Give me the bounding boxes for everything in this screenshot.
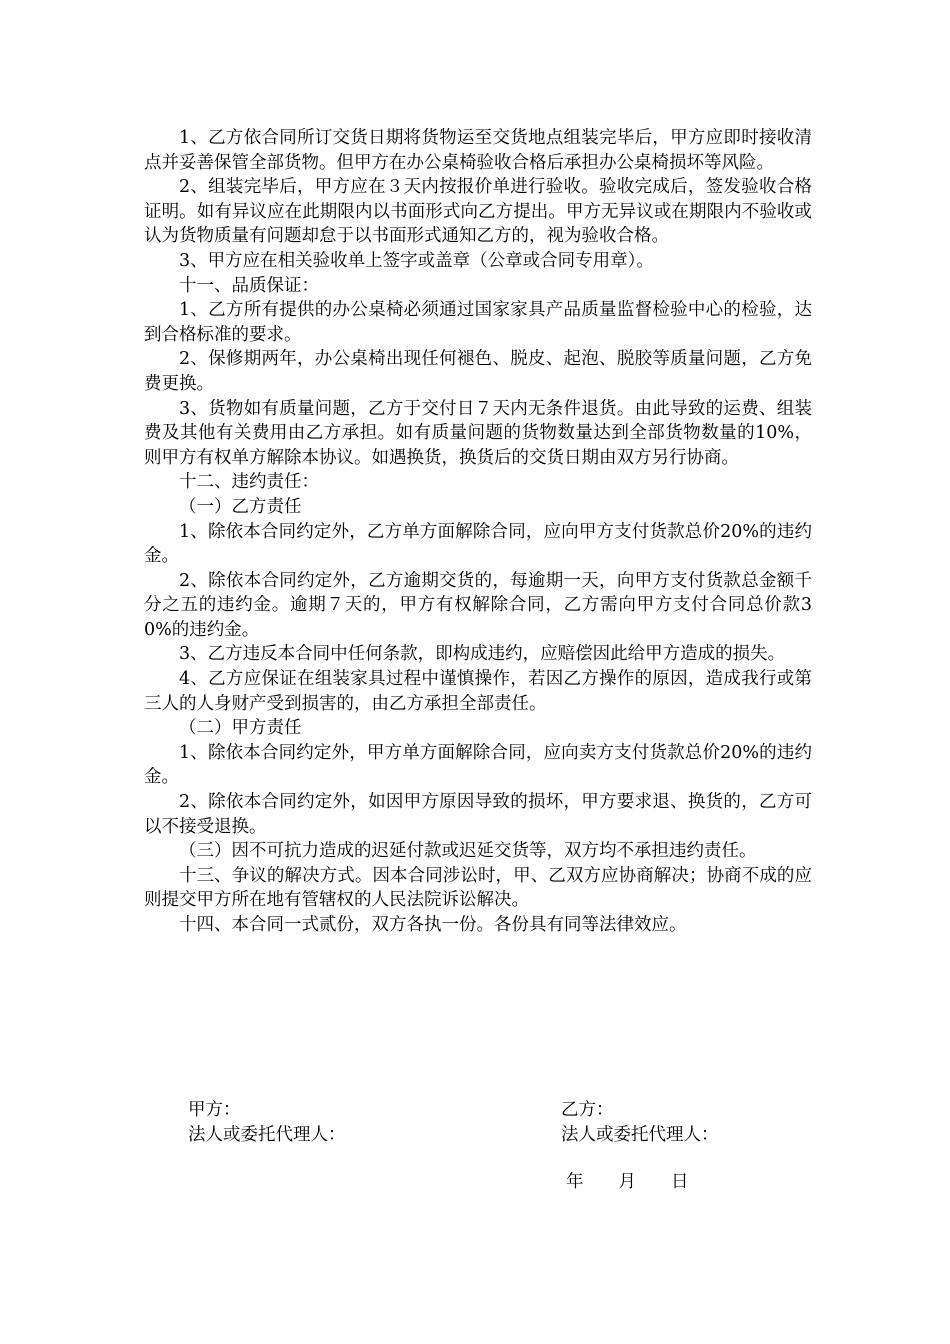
subheading-party-a: （二）甲方责任	[179, 718, 302, 739]
signature-date: 年 月 日	[566, 1172, 689, 1192]
party-b-representative: 法人或委托代理人：	[561, 1125, 719, 1145]
clause-quality-2: 2、保修期两年，办公桌椅出现任何褪色、脱皮、起泡、脱胶等质量问题，乙方免费更换。	[144, 349, 812, 394]
section-heading-quality: 十一、品质保证：	[179, 275, 319, 296]
party-a-representative: 法人或委托代理人：	[188, 1125, 346, 1145]
clause-party-b-4: 4、乙方应保证在组装家具过程中谨慎操作，若因乙方操作的原因，造成我行或第三人的人身财产受到损害的，由乙方承担全部责任。	[144, 669, 812, 714]
subheading-party-b: （一）乙方责任	[179, 496, 302, 517]
clause-acceptance-1: 1、乙方依合同所订交货日期将货物运至交货地点组装完毕后，甲方应即时接收清点并妥善保管全部货物。但甲方在办公桌椅验收合格后承担办公桌椅损坏等风险。	[144, 128, 812, 173]
clause-party-b-2: 2、除依本合同约定外，乙方逾期交货的，每逾期一天，向甲方支付货款总金额千分之五的违约金。逾期７天的，甲方有权解除合同，乙方需向甲方支付合同总价款30%的违约金。	[144, 570, 812, 640]
section-dispute-resolution: 十三、争议的解决方式。因本合同涉讼时，甲、乙双方应协商解决；协商不成的应则提交甲方所在地有管辖权的人民法院诉讼解决。	[144, 865, 812, 911]
section-copies: 十四、本合同一式贰份，双方各执一份。各份具有同等法律效应。	[179, 915, 687, 935]
section-heading-liability: 十二、违约责任：	[179, 472, 319, 493]
clause-force-majeure: （三）因不可抗力造成的迟延付款或迟延交货等，双方均不承担违约责任。	[179, 841, 757, 862]
clause-party-b-1: 1、除依本合同约定外，乙方单方面解除合同，应向甲方支付货款总价20%的违约金。	[144, 521, 812, 567]
contract-body	[144, 126, 812, 938]
clause-acceptance-3: 3、甲方应在相关验收单上签字或盖章（公章或合同专用章）。	[179, 250, 654, 271]
clause-party-a-1: 1、除依本合同约定外，甲方单方面解除合同，应向卖方支付货款总价20%的违约金。	[144, 742, 812, 788]
clause-acceptance-2: 2、组装完毕后，甲方应在３天内按报价单进行验收。验收完成后，签发验收合格证明。如有异议应在此期限内以书面形式向乙方提出。甲方无异议或在期限内不验收或认为货物质量有问题却怠于以书面形式通知乙方的，视为验收合格。	[144, 177, 812, 247]
clause-quality-3: 3、货物如有质量问题，乙方于交付日７天内无条件退货。由此导致的运费、组装费及其他有关费用由乙方承担。如有质量问题的货物数量达到全部货物数量的10%，则甲方有权单方解除本协议。如遇换货，换货后的交货日期由双方另行协商。	[144, 398, 812, 468]
party-b-label: 乙方：	[561, 1100, 614, 1120]
clause-party-b-3: 3、乙方违反本合同中任何条款，即构成违约，应赔偿因此给甲方造成的损失。	[179, 644, 786, 665]
clause-quality-1: 1、乙方所有提供的办公桌椅必须通过国家家具产品质量监督检验中心的检验，达到合格标准的要求。	[144, 300, 812, 345]
clause-party-a-2: 2、除依本合同约定外，如因甲方原因导致的损坏，甲方要求退、换货的，乙方可以不接受退换。	[144, 792, 812, 837]
party-a-label: 甲方：	[188, 1100, 241, 1120]
